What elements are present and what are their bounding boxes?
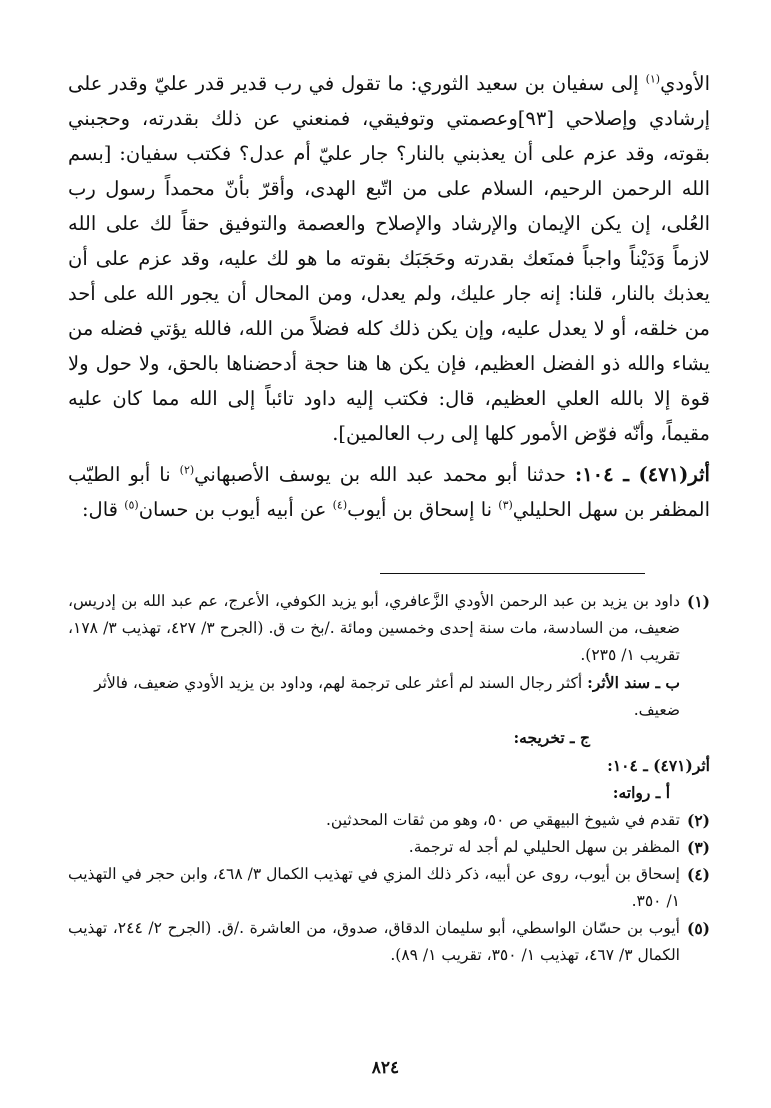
footnote-number: (٣) — [686, 838, 710, 857]
footnote-ref-2[interactable]: (٢) — [179, 463, 195, 477]
footnote-ref-1[interactable]: (١) — [645, 72, 661, 86]
footnote-1 — [68, 588, 710, 669]
page-number: ٨٢٤ — [371, 1058, 400, 1078]
sanad-section — [68, 669, 710, 724]
footnote-number: (٤) — [686, 865, 710, 884]
paragraph-2 — [68, 457, 710, 527]
sanad-label: ب ـ سند الأثر: — [587, 673, 680, 692]
footnote-number: (١) — [686, 592, 710, 611]
para1-body: إلى سفيان بن سعيد الثوري: ما تقول في رب قدير قدر عليّ وقدر على إرشادي وإصلاحي [٩٣]وعصمتي وتوفيقي، فمنعني عن ذلك بقدرته، وحجبني بقوته، وقد عزم على أن يعذبني بالنار؟ جار عليّ أم عدل؟ فكتب سفيان: [بسم الله الرحمن الرحيم، السلام على من اتّبع الهدى، وأقرّ بأنّ محمداً رسول رب العُلى، إن يكن الإيمان والإرشاد والإصلاح والعصمة والتوفيق حقاً لك على الله لازماً وَدَيْناً واجباً فمنَعك بقدرته وحَجَبَك بقوته ما هو لك عليه، وقد عزم على أن يعذبك بالنار، قلنا: إنه جار عليك، ولم يعدل، ومن المحال أن يجور الله على أحد من خلقه، أو لا يعدل عليه، وإن يكن ذلك كله فضلاً من الله، فالله يؤتي فضله من يشاء والله ذو الفضل العظيم، فإن يكن ها هنا حجة أدحضناها بالحق، ولا حول ولا قوة إلا بالله العلي العظيم، قال: فكتب إليه داود تائباً إلى الله مما كان عليه مقيماً، وأنّه فوّض الأمور كلها إلى رب العالمين]. — [68, 72, 711, 445]
para2-part-b: نا أبو الطيّب المظفر بن سهل الحليلي — [68, 463, 710, 521]
footnotes — [68, 588, 710, 969]
para2-part-d: عن أبيه أيوب بن حسان — [138, 498, 333, 521]
footnote-4 — [68, 861, 710, 915]
footnote-5 — [68, 915, 710, 969]
footnote-text: إسحاق بن أيوب، روى عن أبيه، ذكر ذلك المزي في تهذيب الكمال ٣/ ٤٦٨، وابن حجر في التهذيب ١/ ٣٥٠. — [68, 865, 680, 910]
sanad-text: أكثر رجال السند لم أعثر على ترجمة لهم، وداود بن يزيد الأودي ضعيف، فالأثر ضعيف. — [94, 674, 680, 719]
para2-part-c: نا إسحاق بن أيوب — [347, 498, 499, 521]
footnote-number: (٥) — [686, 919, 710, 938]
ruwat-label: أ ـ رواته: — [612, 783, 670, 802]
footnote-number: (٢) — [686, 811, 710, 830]
athar-label: أثر(٤٧١) ـ ١٠٤: — [574, 463, 710, 486]
para2-part-a: حدثنا أبو محمد عبد الله بن يوسف الأصبهاني — [194, 463, 575, 486]
footnote-ref-4[interactable]: (٤) — [332, 498, 348, 512]
para1-start: الأودي — [660, 72, 710, 95]
footnote-2 — [68, 807, 710, 834]
main-text — [68, 66, 710, 527]
footnote-3 — [68, 834, 710, 861]
takhrij-section — [68, 724, 710, 752]
footnote-text: المظفر بن سهل الحليلي لم أجد له ترجمة. — [408, 838, 680, 856]
footnote-ref-3[interactable]: (٣) — [498, 498, 513, 512]
paragraph-1 — [68, 66, 710, 451]
para2-part-e: قال: — [81, 498, 125, 521]
takhrij-label: ج ـ تخريجه: — [513, 728, 590, 747]
footnote-text: تقدم في شيوخ البيهقي ص ٥٠، وهو من ثقات المحدثين. — [325, 811, 680, 829]
page-body — [68, 66, 710, 527]
ruwat-section — [68, 779, 710, 807]
footnote-ref-5[interactable]: (٥) — [124, 498, 139, 512]
athar-heading: أثر(٤٧١) ـ ١٠٤: — [607, 756, 710, 775]
footnote-text: أيوب بن حسّان الواسطي، أبو سليمان الدقاق، صدوق، من العاشرة ./ق. (الجرح ٢/ ٢٤٤، تهذيب الكمال ٣/ ٤٦٧، تهذيب ١/ ٣٥٠، تقريب ١/ ٨٩). — [68, 919, 680, 964]
footnote-separator — [380, 573, 645, 574]
footnote-text: داود بن يزيد بن عبد الرحمن الأودي الزَّعافري، أبو يزيد الكوفي، الأعرج، عم عبد الله بن إدريس، ضعيف، من السادسة، مات سنة إحدى وخمسين ومائة ./بخ ت ق. (الجرح ٣/ ٤٢٧، تهذيب ٣/ ١٧٨، تقريب ١/ ٢٣٥). — [68, 592, 680, 664]
